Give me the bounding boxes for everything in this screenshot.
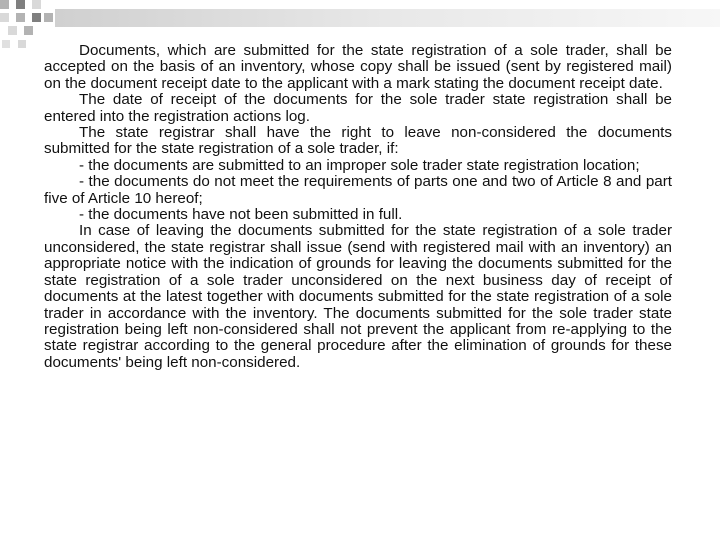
- deco-square: [16, 0, 25, 9]
- deco-square: [8, 26, 17, 35]
- list-item-improper-location: - the documents are submitted to an improper sole trader state registration location;: [79, 156, 640, 174]
- header-band: [55, 9, 720, 27]
- list-item-requirements-not-met: - the documents do not meet the requirements of parts one and two of Article 8 and part five of Article 10 hereof;: [44, 173, 672, 207]
- paragraph-document-acceptance: Documents, which are submitted for the state registration of a sole trader, shall be accepted on the basis of an inventory, whose copy shall be issued (sent by registered mail) on the document receipt date to the applicant with a mark stating the document receipt date.: [44, 42, 672, 92]
- paragraph-receipt-date: The date of receipt of the documents for the sole trader state registration shall be entered into the registration actions log.: [44, 91, 672, 125]
- deco-square: [18, 40, 26, 48]
- deco-square: [16, 13, 25, 22]
- deco-square: [32, 0, 41, 9]
- deco-square: [0, 13, 9, 22]
- deco-square: [2, 40, 10, 48]
- deco-square: [44, 13, 53, 22]
- list-item-not-in-full: - the documents have not been submitted in full.: [79, 206, 403, 224]
- deco-square: [24, 26, 33, 35]
- deco-square: [0, 0, 9, 9]
- slide-text-body: [44, 43, 672, 371]
- deco-square: [32, 13, 41, 22]
- paragraph-unconsidered-notice: In case of leaving the documents submitted for the state registration of a sole trader unconsidered, the state registrar shall issue (send with registered mail with an inventory) an appropriate notice with the indication of grounds for leaving the documents submitted for the state registration of a sole trader unconsidered on the next business day of receipt of documents at the latest together with documents submitted for the state registration of a sole trader in accordance with the inventory. The documents submitted for the sole trader state registration being left non-considered shall not prevent the applicant from re-applying to the state registrar according to the general procedure after the elimination of grounds for these documents' being left non-considered.: [44, 222, 672, 371]
- paragraph-registrar-right: The state registrar shall have the right to leave non-considered the documents submitted for the state registration of a sole trader, if:: [44, 124, 672, 158]
